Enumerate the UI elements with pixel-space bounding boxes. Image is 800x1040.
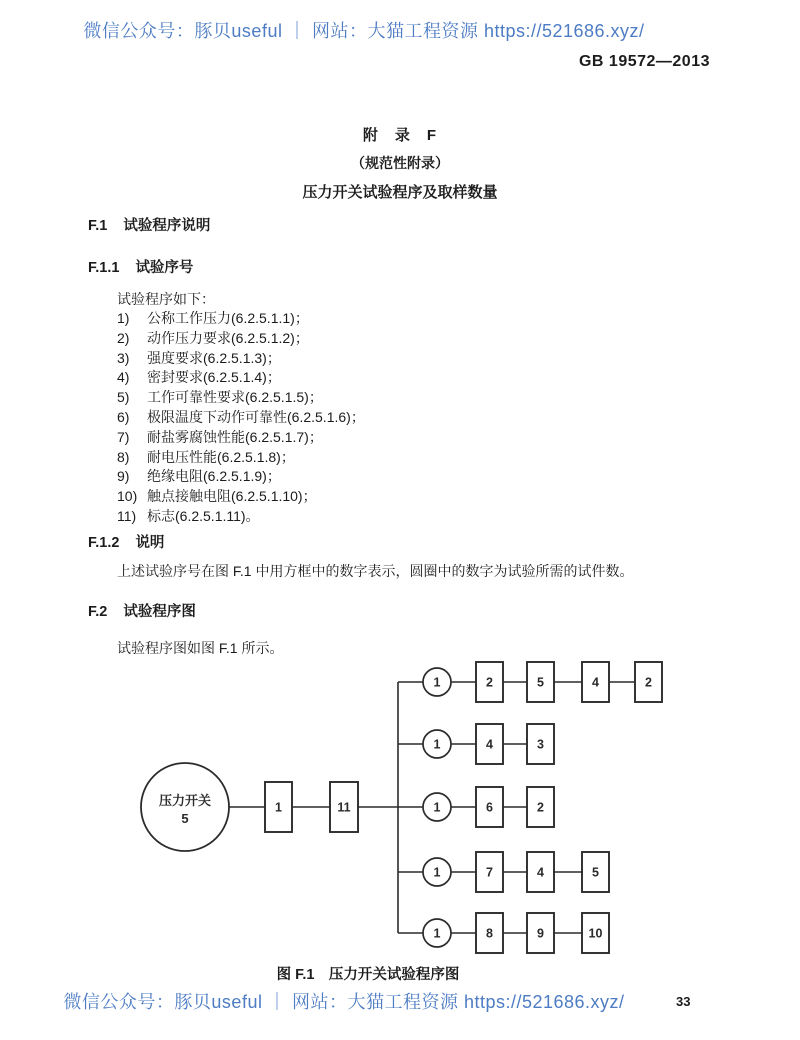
node-label: 4 bbox=[592, 675, 599, 690]
section-title: 说明 bbox=[135, 535, 165, 551]
standard-code: GB 19572—2013 bbox=[578, 53, 710, 70]
watermark-header: 微信公众号：豚贝useful ｜ 网站：大猫工程资源 https://521686.xyz/ bbox=[83, 21, 645, 41]
list-item-text: 强度要求(6.2.5.1.3)； bbox=[147, 349, 281, 366]
node-label: 8 bbox=[486, 926, 493, 941]
list-item bbox=[117, 428, 365, 448]
node-label: 5 bbox=[537, 675, 544, 690]
appendix-title: 附 录 F bbox=[362, 127, 438, 144]
node-label: 2 bbox=[537, 800, 544, 815]
node-label: 11 bbox=[337, 800, 351, 815]
section-number: F.2 bbox=[88, 604, 108, 620]
section-number: F.1.1 bbox=[88, 260, 120, 276]
title-block bbox=[0, 124, 800, 202]
list-item-text: 绝缘电阻(6.2.5.1.9)； bbox=[147, 468, 281, 485]
list-item-number: 2) bbox=[117, 329, 130, 346]
list-item bbox=[117, 487, 365, 507]
list-item-number: 5) bbox=[117, 389, 130, 406]
node-label: 1 bbox=[275, 800, 282, 815]
node-label: 7 bbox=[486, 865, 493, 880]
node-label: 5 bbox=[592, 865, 599, 880]
list-item-text: 触点接触电阻(6.2.5.1.10)； bbox=[147, 488, 317, 505]
list-item-text: 耐电压性能(6.2.5.1.8)； bbox=[147, 448, 295, 465]
list-item-text: 极限温度下动作可靠性(6.2.5.1.6)； bbox=[147, 408, 365, 425]
explanation-paragraph: 上述试验序号在图 F.1 中用方框中的数字表示，圆圈中的数字为试验所需的试件数。 bbox=[117, 563, 634, 579]
list-item-text: 标志(6.2.5.1.11)。 bbox=[147, 507, 260, 524]
appendix-main-title: 压力开关试验程序及取样数量 bbox=[302, 184, 498, 201]
node-label: 2 bbox=[486, 675, 493, 690]
list-item-number: 1) bbox=[117, 310, 130, 326]
watermark-footer: 微信公众号：豚贝useful ｜ 网站：大猫工程资源 https://521686.xyz/ bbox=[63, 992, 625, 1012]
list-item-number: 3) bbox=[117, 349, 130, 366]
specimen-count-label: 1 bbox=[433, 926, 441, 941]
list-item-number: 9) bbox=[117, 468, 130, 485]
node-label: 4 bbox=[537, 865, 544, 880]
list-item bbox=[117, 329, 365, 349]
list-item-number: 4) bbox=[117, 369, 130, 386]
list-item-text: 公称工作压力(6.2.5.1.1)； bbox=[147, 310, 309, 326]
list-item bbox=[117, 467, 365, 487]
section-heading-f1 bbox=[88, 214, 210, 235]
list-item-number: 10) bbox=[117, 488, 138, 505]
flowchart-svg bbox=[0, 650, 800, 966]
list-item bbox=[117, 448, 365, 468]
test-procedure-list bbox=[117, 309, 365, 527]
test-procedure-flowchart bbox=[0, 650, 800, 966]
list-item-text: 工作可靠性要求(6.2.5.1.5)； bbox=[147, 389, 323, 406]
root-node-label: 压力开关 bbox=[158, 793, 212, 808]
section-title: 试验程序说明 bbox=[123, 218, 211, 234]
specimen-count-label: 1 bbox=[433, 675, 441, 690]
section-title: 试验程序图 bbox=[123, 604, 196, 620]
list-item-number: 8) bbox=[117, 448, 130, 465]
node-label: 2 bbox=[645, 675, 652, 690]
list-item bbox=[117, 408, 365, 428]
node-label: 10 bbox=[588, 926, 603, 941]
list-item-text: 动作压力要求(6.2.5.1.2)； bbox=[147, 329, 309, 346]
page-number: 33 bbox=[676, 994, 691, 1009]
section-number: F.1 bbox=[88, 218, 108, 234]
figure-caption: 图 F.1 压力开关试验程序图 bbox=[276, 967, 460, 983]
list-item bbox=[117, 309, 365, 329]
figure-reference-paragraph: 试验程序图如图 F.1 所示。 bbox=[117, 640, 284, 656]
node-label: 4 bbox=[486, 737, 493, 752]
specimen-count-label: 1 bbox=[433, 737, 441, 752]
node-label: 6 bbox=[486, 800, 493, 815]
list-item-text: 耐盐雾腐蚀性能(6.2.5.1.7)； bbox=[147, 428, 323, 445]
node-label: 3 bbox=[537, 737, 544, 752]
root-node-count: 5 bbox=[181, 811, 189, 826]
list-item bbox=[117, 349, 365, 369]
specimen-count-label: 1 bbox=[433, 800, 441, 815]
list-item-number: 6) bbox=[117, 408, 130, 425]
section-heading-f11 bbox=[88, 256, 193, 277]
list-item bbox=[117, 368, 365, 388]
appendix-subtitle: （规范性附录） bbox=[351, 155, 449, 171]
list-item-number: 11) bbox=[117, 507, 137, 524]
section-title: 试验序号 bbox=[135, 260, 194, 276]
section-heading-f2 bbox=[88, 600, 196, 621]
specimen-count-label: 1 bbox=[433, 865, 441, 880]
list-item bbox=[117, 388, 365, 408]
list-intro-text: 试验程序如下： bbox=[117, 291, 215, 307]
section-heading-f12 bbox=[88, 531, 164, 552]
list-item bbox=[117, 507, 365, 527]
list-item-text: 密封要求(6.2.5.1.4)； bbox=[147, 369, 281, 386]
section-number: F.1.2 bbox=[88, 535, 120, 551]
list-item-number: 7) bbox=[117, 428, 130, 445]
node-label: 9 bbox=[537, 926, 544, 941]
